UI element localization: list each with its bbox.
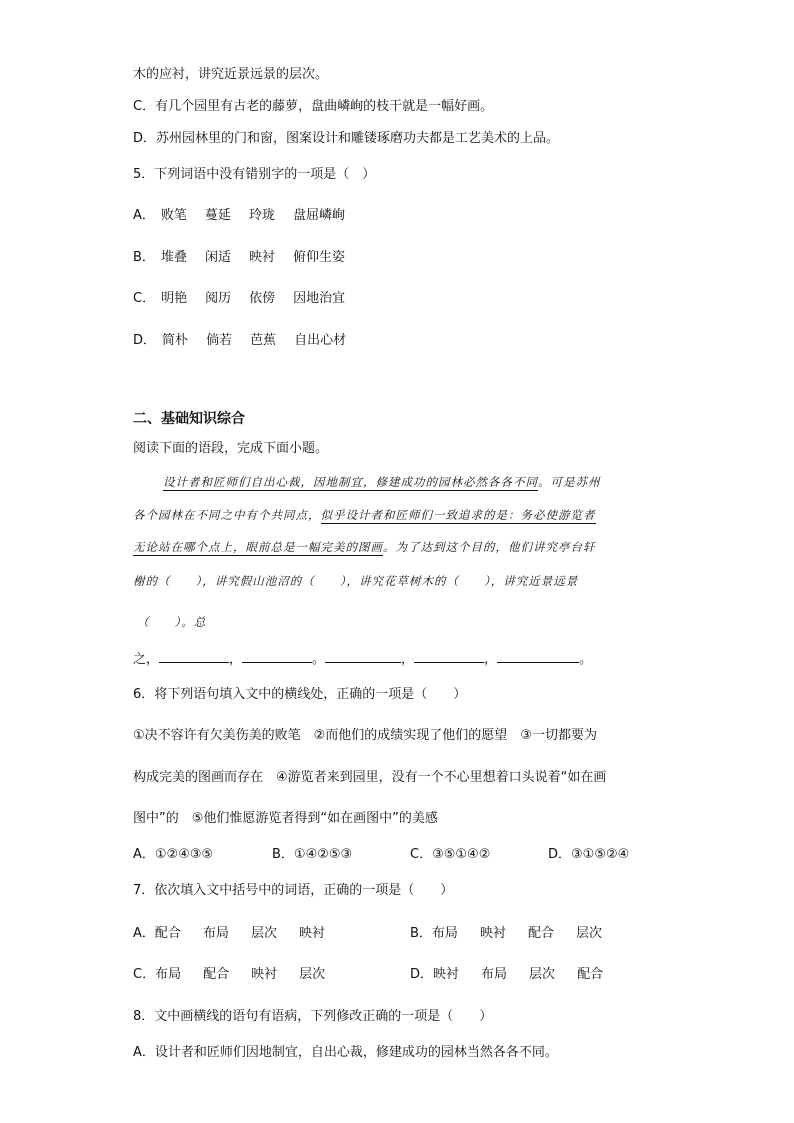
q4-option-d: D．苏州园林里的门和窗，图案设计和雕镂琢磨功夫都是工艺美术的上品。	[133, 131, 560, 146]
section-intro: 阅读下面的语段，完成下面小题。	[133, 441, 329, 456]
q6-sentences-line-2: 构成完美的图画而存在 ④游览者来到园里，没有一个不心里想着口头说着“如在画	[133, 770, 607, 785]
q7-option-b: B．布局 映衬 配合 层次	[410, 926, 602, 941]
q5-stem: 5．下列词语中没有错别字的一项是（ ）	[133, 167, 376, 182]
passage-line-4: 榭的（ ），讲究假山池沼的（ ），讲究花草树木的（ ），讲究近景远景	[133, 574, 579, 588]
blank-4[interactable]	[414, 650, 484, 663]
section-title: 二、基础知识综合	[133, 411, 245, 427]
q7-option-a: A．配合 布局 层次 映衬	[133, 926, 325, 941]
q5-option-d: D． 简朴 倘若 芭蕉 自出心材	[133, 333, 347, 348]
passage-line-3: 无论站在哪个点上，眼前总是一幅完美的图画。为了达到这个目的，他们讲究亭台轩	[133, 540, 596, 554]
blank-1[interactable]	[159, 650, 229, 663]
passage-blanks-line: 之， ， 。 ， ， 。	[133, 652, 593, 667]
q8-option-a: A．设计者和匠师们因地制宜，自出心裁，修建成功的园林当然各各不同。	[133, 1045, 558, 1060]
q6-option-b: B．①④②⑤③	[272, 847, 353, 862]
q6-sentences-line-3: 图中”的 ⑤他们惟愿游览者得到“如在画图中”的美感	[133, 811, 438, 826]
blank-5[interactable]	[497, 650, 579, 663]
q8-stem: 8．文中画横线的语句有语病，下列修改正确的一项是（ ）	[133, 1009, 493, 1024]
q7-option-c: C．布局 配合 映衬 层次	[133, 967, 326, 982]
blank-3[interactable]	[325, 650, 401, 663]
passage-line-1: 设计者和匠师们自出心裁，因地制宜，修建成功的园林必然各各不同。可是苏州	[163, 475, 601, 489]
q5-option-b: B． 堆叠 闲适 映衬 俯仰生姿	[133, 250, 345, 265]
q4-option-c: C．有几个园里有古老的藤萝，盘曲嶙峋的枝干就是一幅好画。	[133, 99, 494, 114]
q6-option-a: A．①②④③⑤	[133, 847, 214, 862]
q6-sentences-line-1: ①决不容许有欠美伤美的败笔 ②而他们的成绩实现了他们的愿望 ③一切都要为	[133, 728, 597, 743]
q7-option-d: D．映衬 布局 层次 配合	[410, 967, 604, 982]
q6-stem: 6．将下列语句填入文中的横线处，正确的一项是（ ）	[133, 687, 467, 702]
underlined-sentence-2: 似乎设计者和匠师们一致追求的是：务必使游览者	[320, 508, 596, 522]
q7-stem: 7．依次填入文中括号中的词语，正确的一项是（ ）	[133, 883, 454, 898]
underlined-sentence-3: 无论站在哪个点上，眼前总是一幅完美的图画	[133, 540, 383, 554]
passage-line-2: 各个园林在不同之中有个共同点，似乎设计者和匠师们一致追求的是：务必使游览者	[133, 508, 596, 522]
q5-option-a: A． 败笔 蔓延 玲珑 盘屈嶙峋	[133, 208, 345, 223]
passage-line-5: （ ）。总	[137, 615, 207, 629]
q4-continuation: 木的应衬，讲究近景远景的层次。	[133, 67, 329, 82]
underlined-sentence-1: 设计者和匠师们自出心裁，因地制宜，修建成功的园林必然各各不同	[163, 475, 538, 489]
q6-option-d: D．③①⑤②④	[548, 847, 630, 862]
blank-2[interactable]	[242, 650, 312, 663]
q5-option-c: C． 明艳 阅历 依傍 因地治宜	[133, 291, 346, 306]
q6-option-c: C．③⑤①④②	[410, 847, 491, 862]
